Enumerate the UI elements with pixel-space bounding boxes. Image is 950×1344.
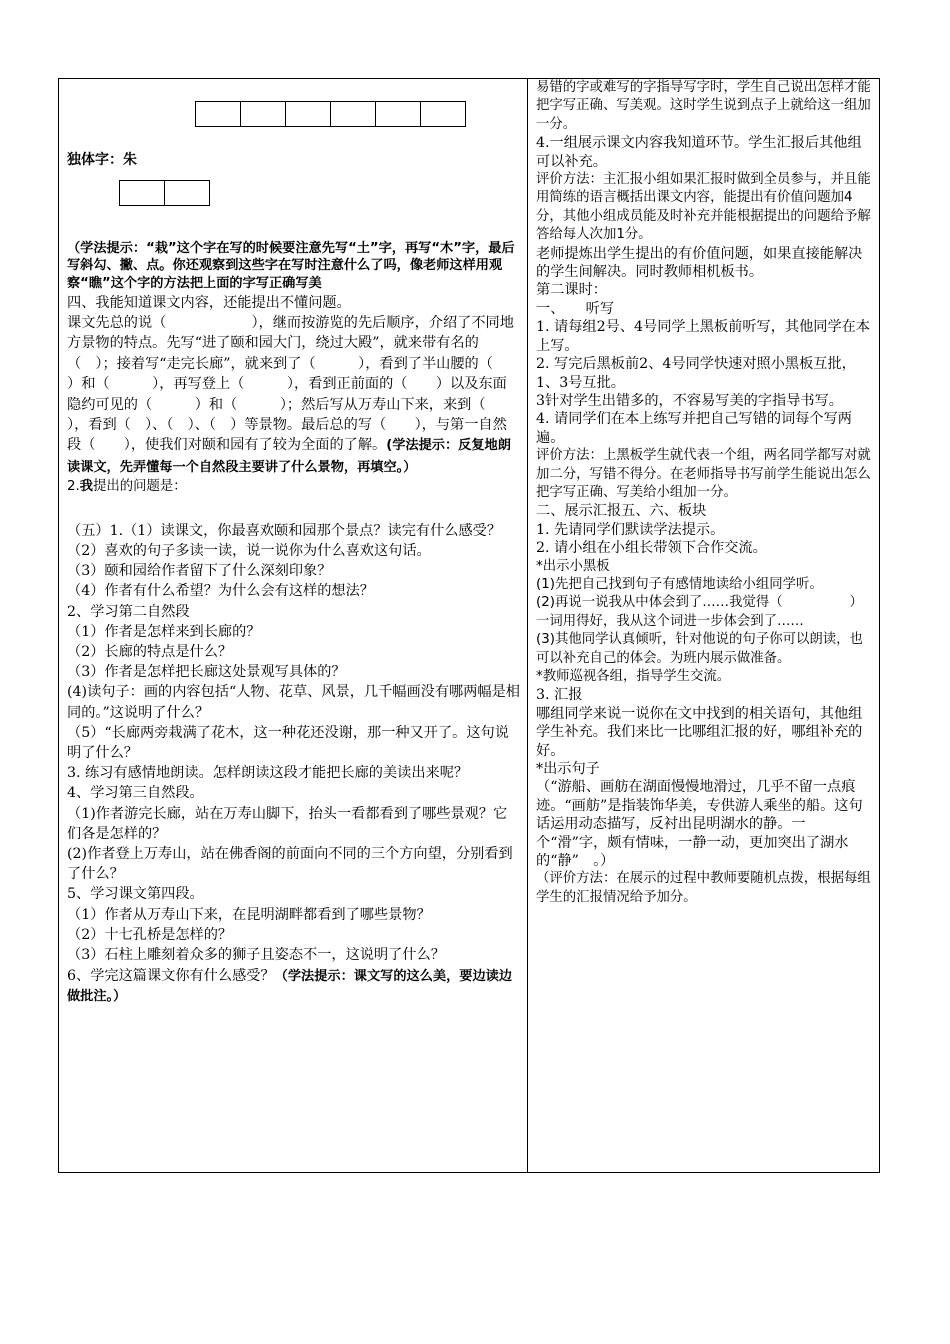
teaching-note: (2)再说一说我从中体会到了……我觉得（ ）一词用得好，我从这个词进一步体会到了……	[536, 595, 863, 629]
teaching-note: 2. 写完后黑板前2、4号同学快速对照小黑板互批，1、3号互批。	[536, 356, 856, 391]
char-box	[375, 101, 421, 127]
teaching-note: (1)先把自己找到句子有感情地读给小组同学听。	[536, 576, 823, 592]
study-question: （2）十七孔桥是怎样的？	[67, 926, 233, 943]
lesson-plan-table	[58, 78, 880, 1173]
teaching-note: 1. 先请同学们默读学法提示。	[536, 521, 725, 538]
study-question: （5）“长廊两旁栽满了花木，这一种花还没谢，那一种又开了。这句说明了什么？	[67, 724, 509, 762]
teaching-note: 评价方法：上黑板学生就代表一个组，两名同学都写对就加二分，写错不得分。在老师指导书写前学生能说出怎么把字写正确、写美给小组加一分。	[536, 448, 871, 500]
fill-in-text: 课文先总的说（ ），继而按游览的先后顺序，介绍了不同地方景物的特点。先写“进了颐和园大门，绕过大殿”，就来带有名的（ ）；接着写“走完长廊”，就来到了（ ），看到了半山腰的（ ）和（ ），再写登上（ ），看到正前面的（ ）以及东面隐约可见的（ ）和（ ）；然后写从万寿山下来，来到（ ），看到（ ）、（ ）、（ ）等景物。最后总的写（ ），与第一自然段（ ），使我们对颐和园有了较为全面的了解。	[67, 314, 522, 454]
section-four-title: 四、我能知道课文内容，还能提出不懂问题。	[67, 295, 351, 312]
char-box	[285, 101, 331, 127]
teaching-note: 3针对学生出错多的，不容易写美的字指导书写。	[536, 392, 843, 409]
char-box	[164, 180, 210, 206]
teaching-note: 4.一组展示课文内容我知道环节。学生汇报后其他组可以补充。	[536, 135, 862, 170]
study-question: （2）喜欢的句子多读一读，说一说你为什么喜欢这句话。	[67, 543, 431, 560]
teaching-note: 老师提炼出学生提出的有价值问题，如果直接能解决的学生间解决。同时教师相机板书。	[536, 245, 863, 281]
study-question: （3）颐和园给作者留下了什么深刻印象？	[67, 563, 332, 580]
study-questions	[67, 521, 520, 965]
right-column	[528, 79, 881, 907]
study-question: 2、学习第二自然段	[67, 603, 190, 620]
final-question	[67, 967, 520, 1006]
char-box	[119, 180, 165, 206]
question-label: 提出的问题是：	[92, 479, 187, 495]
question-number: 2.	[67, 479, 80, 495]
study-question: 4、学习第三自然段。	[67, 785, 204, 802]
teaching-note: *出示句子	[536, 761, 600, 778]
char-box	[330, 101, 376, 127]
study-question: （1）作者是怎样来到长廊的？	[67, 623, 261, 640]
char-box	[195, 101, 241, 127]
study-question: 3. 练习有感情地朗读。怎样朗读这段才能把长廊的美读出来呢？	[67, 765, 469, 782]
teaching-note: 评价方法：主汇报小组如果汇报时做到全员参与，并且能用简练的语言概括出课文内容，能提出有价值问题加4分，其他小组成员能及时补充并能根据提出的问题给予解答给每人次加1分。	[536, 172, 871, 243]
char-grid-top	[195, 101, 520, 127]
teaching-note: 易错的字或难写的字指导写字时，学生自己说出怎样才能把字写正确、写美观。这时学生说到点子上就给这一组加一分。	[536, 80, 871, 132]
final-question-text: 6、学完这篇课文你有什么感受？	[67, 968, 275, 985]
char-grid-small	[119, 180, 520, 206]
study-question: （1)作者游完长廊，站在万寿山脚下，抬头一看都看到了哪些景观？它们各是怎样的？	[67, 805, 508, 842]
char-box	[240, 101, 286, 127]
teaching-note: 二、展示汇报五、六、板块	[536, 503, 707, 520]
question-prompt	[67, 478, 520, 497]
teaching-note: （评价方法：在展示的过程中教师要随机点拨，根据每组学生的汇报情况给予加分。	[536, 871, 871, 905]
annotation-tip: （学法提示：课文写的这么美，要边读边做批注。）	[67, 969, 513, 1004]
study-question: (4)读句子：画的内容包括“人物、花草、风景，几千幅画没有哪两幅是相同的。”这说明了什么？	[67, 684, 520, 721]
teaching-note: 4. 请同学们在本上练写并把自己写错的词每个写两遍。	[536, 411, 852, 446]
teaching-note: 1. 请每组2号、4号同学上黑板前听写，其他同学在本上写。	[536, 319, 871, 354]
teaching-note: *教师巡视各组，指导学生交流。	[536, 669, 731, 684]
teaching-note: *出示小黑板	[536, 558, 610, 574]
writing-tip: （学法提示：“栽”这个字在写的时候要注意先写“土”字，再写“木”字，最后写斜勾、撇、点。你还观察到这些字在写时注意什么了吗，像老师这样用观察“瞧”这个字的方法把上面的字写正确写美	[67, 240, 515, 291]
study-question: （4）作者有什么希望？为什么会有这样的想法？	[67, 583, 374, 600]
study-question: （3）石柱上雕刻着众多的狮子且姿态不一，这说明了什么？	[67, 947, 445, 964]
teaching-note: 2. 请小组在小组长带领下合作交流。	[536, 540, 767, 557]
teaching-note: （“游船、画舫在湖面慢慢地滑过，几乎不留一点痕迹。“画舫”是指装饰华美，专供游人乘坐的船。这句话运用动态描写，反衬出昆明湖水的静。一个“滑”字，颇有情味，一静一动，更加突出了湖水的“静” 。）	[536, 779, 863, 870]
study-question: （1）作者从万寿山下来，在昆明湖畔都看到了哪些景物？	[67, 906, 431, 923]
study-question: （3）作者是怎样把长廊这处景观写具体的？	[67, 664, 346, 681]
teaching-note: 第二课时：	[536, 282, 607, 299]
study-question: （2）长廊的特点是什么？	[67, 644, 233, 661]
study-question: （五）1.（1）读课文，你最喜欢颐和园那个景点？读完有什么感受？	[67, 522, 502, 539]
teaching-note: (3)其他同学认真倾听，针对他说的句子你可以朗读，也可以补充自己的体会。为班内展示做准备。	[536, 632, 863, 666]
question-subject: 我	[79, 479, 93, 495]
study-question: (2)作者登上万寿山，站在佛香阁的前面向不同的三个方向望，分别看到了什么？	[67, 846, 513, 883]
left-column	[59, 79, 527, 1006]
teaching-note: 3. 汇报	[536, 687, 583, 704]
study-question: 5、学习课文第四段。	[67, 886, 204, 903]
fill-in-passage	[67, 313, 520, 478]
standalone-character-label: 独体字：朱	[67, 152, 137, 168]
reading-tip: (学法提示：反复地朗读课文，先弄懂每一个自然段主要讲了什么景物，再填空。）	[67, 438, 511, 475]
teaching-note: 哪组同学来说一说你在文中找到的相关语句，其他组学生补充。我们来比一比哪组汇报的好，哪组补充的好。	[536, 705, 863, 759]
char-box	[420, 101, 466, 127]
teaching-note: 一、 听写	[536, 300, 615, 317]
